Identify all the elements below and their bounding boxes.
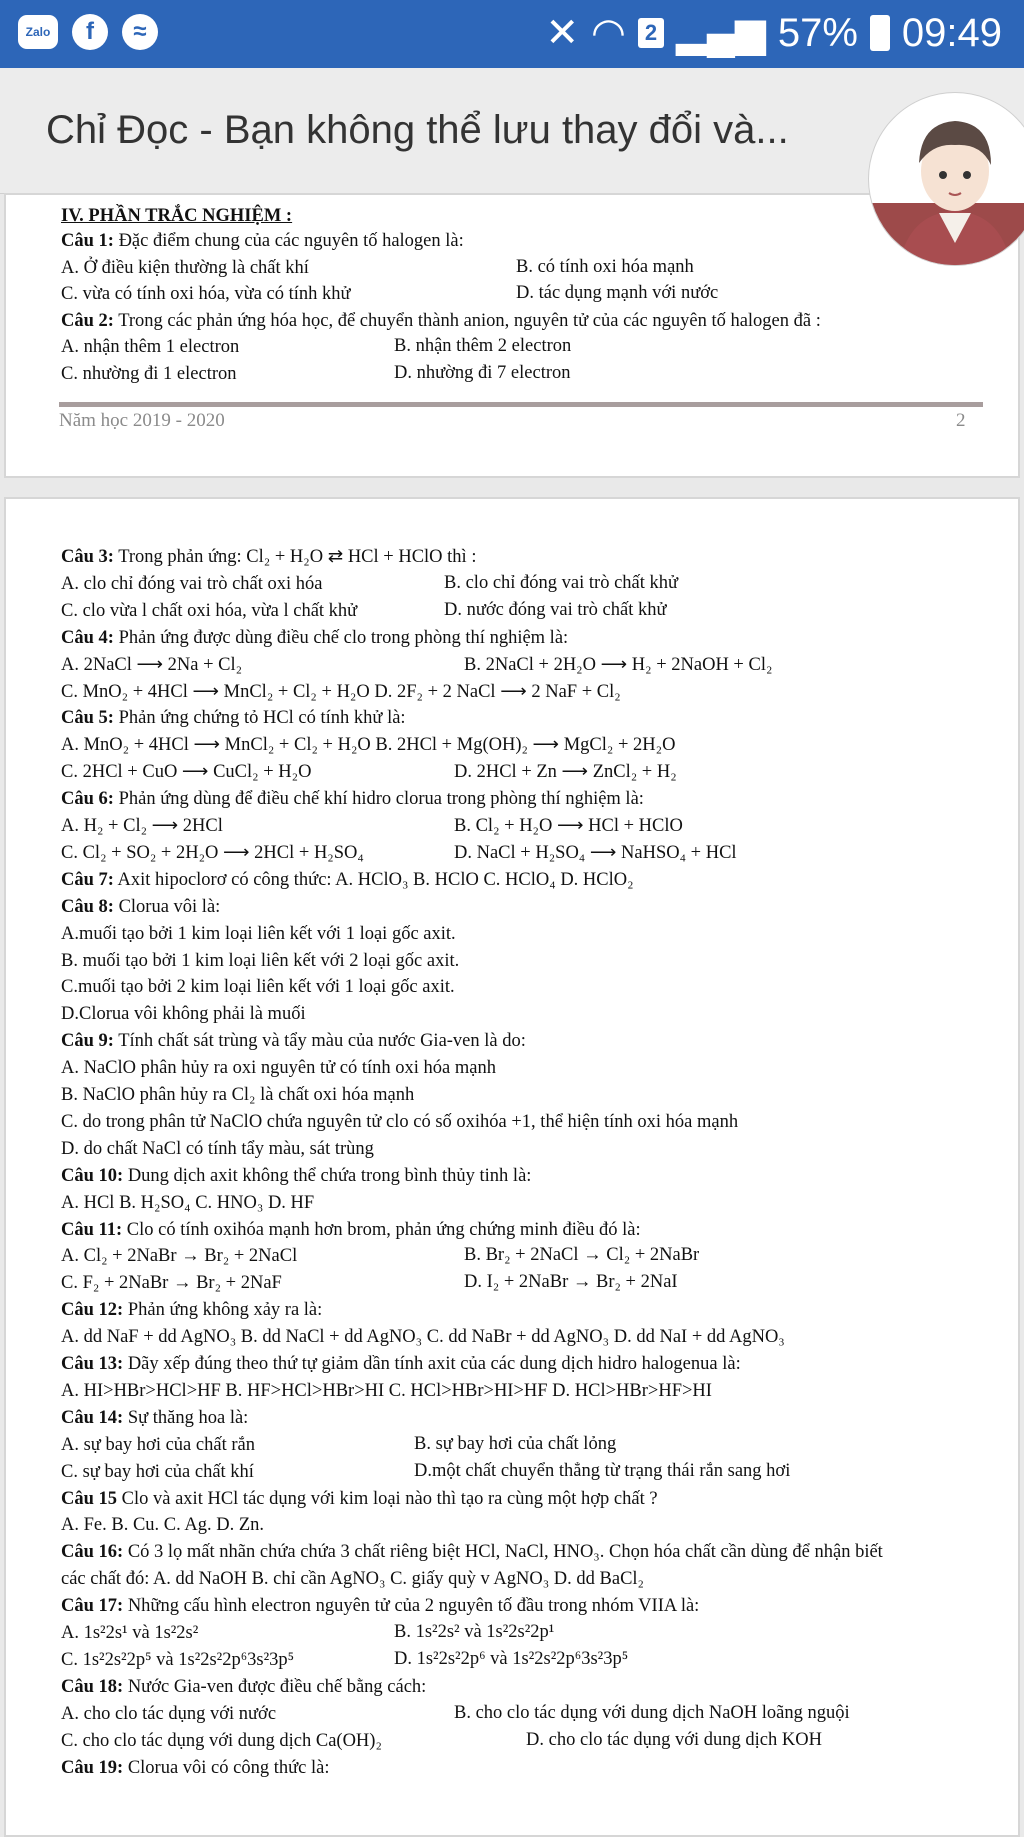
line-text: C. clo vừa l chất oxi hóa, vừa l chất khử (61, 600, 358, 621)
option-text: D. 2HCl + Zn ⟶ ZnCl₂ + H₂ (454, 762, 677, 783)
question-number: Câu 2: (61, 310, 114, 331)
text-line (61, 1353, 741, 1375)
question-number: Câu 5: (61, 708, 114, 729)
option-text: D. nhường đi 7 electron (394, 362, 571, 383)
line-text: Những cấu hình electron nguyên tử của 2 nguyên tố đầu trong nhóm VIIA là: (123, 1596, 700, 1617)
line-text: Dung dịch axit không thể chứa trong bình thủy tinh là: (123, 1165, 532, 1186)
text-line (61, 1434, 255, 1456)
line-text: C. sự bay hơi của chất khí (61, 1461, 254, 1482)
text-line (61, 950, 459, 972)
question-number: Câu 15 (61, 1488, 118, 1509)
line-text: các chất đó: A. dd NaOH B. chỉ cần AgNO₃ C. giấy quỳ v AgNO₃ D. dd BaCl₂ (61, 1569, 645, 1590)
text-line (61, 1622, 198, 1644)
zalo-icon: Zalo (18, 15, 58, 49)
text-line (61, 654, 242, 676)
option-text: B. có tính oxi hóa mạnh (516, 256, 694, 277)
document-page-2 (4, 497, 1020, 1837)
facebook-icon: f (72, 14, 108, 50)
text-line (61, 1299, 322, 1321)
option-text: B. sự bay hơi của chất lỏng (414, 1433, 617, 1454)
footer-year: Năm học 2019 - 2020 (59, 410, 225, 431)
text-line (61, 1730, 382, 1752)
text-line (61, 1649, 294, 1671)
question-number: Câu 9: (61, 1031, 114, 1052)
question-number: Câu 11: (61, 1219, 123, 1240)
text-line (61, 1326, 785, 1348)
text-line (61, 1219, 641, 1241)
option-text: B. 2NaCl + 2H₂O ⟶ H₂ + 2NaOH + Cl₂ (464, 654, 773, 675)
line-text: C. F₂ + 2NaBr → Br₂ + 2NaF (61, 1273, 282, 1294)
text-line (61, 310, 821, 332)
text-line (61, 869, 634, 891)
line-text: C.muối tạo bởi 2 kim loại liên kết với 1 loại gốc axit. (61, 977, 455, 998)
status-bar (0, 0, 1024, 68)
text-line (61, 1245, 297, 1267)
line-text: A. H₂ + Cl₂ ⟶ 2HCl (61, 816, 223, 836)
option-text: B. cho clo tác dụng với dung dịch NaOH loãng nguội (454, 1702, 850, 1723)
battery-icon (870, 15, 890, 51)
line-text: A. Fe. B. Cu. C. Ag. D. Zn. (61, 1515, 265, 1536)
question-number: Câu 1: (61, 231, 114, 251)
option-text: D. I₂ + 2NaBr → Br₂ + 2NaI (464, 1272, 678, 1293)
line-text: C. cho clo tác dụng với dung dịch Ca(OH)₂ (61, 1730, 382, 1751)
line-text: A. Ở điều kiện thường là chất khí (61, 257, 309, 278)
line-text: C. 1s²2s²2p⁵ và 1s²2s²2p⁶3s²3p⁵ (61, 1649, 295, 1670)
question-number: Câu 17: (61, 1596, 124, 1617)
signal-icon: ▂▄▆ (675, 11, 766, 55)
text-line (61, 1138, 374, 1160)
question-number: Câu 7: (61, 869, 114, 890)
text-line (61, 1703, 276, 1725)
line-text: A. 1s²2s¹ và 1s²2s² (61, 1623, 199, 1643)
line-text: A. sự bay hơi của chất rắn (61, 1434, 255, 1455)
text-line (61, 1030, 526, 1052)
option-text: D. cho clo tác dụng với dung dịch KOH (526, 1729, 822, 1750)
line-text: A. 2NaCl ⟶ 2Na + Cl₂ (61, 654, 243, 675)
battery-percent: 57% (777, 10, 858, 55)
line-text: Phản ứng chứng tỏ HCl có tính khử là: (113, 708, 406, 729)
line-text: Tính chất sát trùng và tẩy màu của nước Gia-ven là do: (113, 1031, 526, 1052)
option-text: D.một chất chuyển thẳng từ trạng thái rắn sang hơi (414, 1460, 791, 1481)
option-text: B. Cl₂ + H₂O ⟶ HCl + HClO (454, 816, 683, 836)
text-line (61, 1111, 738, 1133)
line-text: Dãy xếp đúng theo thứ tự giảm dần tính axit của các dung dịch hidro halogenua là: (123, 1354, 741, 1374)
text-line (61, 1407, 248, 1429)
line-text: A.muối tạo bởi 1 kim loại liên kết với 1 loại gốc axit. (61, 923, 456, 944)
line-text: Phản ứng dùng để điều chế khí hidro clorua trong phòng thí nghiệm là: (113, 789, 644, 810)
line-text: A. MnO₂ + 4HCl ⟶ MnCl₂ + Cl₂ + H₂O B. 2HCl + Mg(OH)₂ ⟶ MgCl₂ + 2H₂O (61, 735, 676, 756)
line-text: Clo có tính oxihóa mạnh hơn brom, phản ứng chứng minh điều đó là: (122, 1219, 641, 1240)
text-line (61, 257, 309, 279)
line-text: A. nhận thêm 1 electron (61, 337, 240, 357)
text-line (61, 761, 311, 783)
line-text: A. Cl₂ + 2NaBr → Br₂ + 2NaCl (61, 1246, 298, 1267)
text-line (61, 283, 351, 305)
line-text: A. cho clo tác dụng với nước (61, 1703, 277, 1724)
question-number: Câu 13: (61, 1354, 124, 1374)
question-number: Câu 6: (61, 789, 114, 810)
question-number: Câu 10: (61, 1165, 124, 1186)
line-text: C. 2HCl + CuO ⟶ CuCl₂ + H₂O (61, 762, 312, 783)
text-line (61, 707, 406, 729)
line-text: D. do chất NaCl có tính tẩy màu, sát trùng (61, 1138, 374, 1159)
line-text: Đặc điểm chung của các nguyên tố halogen là: (113, 231, 464, 251)
question-number: Câu 3: (61, 547, 114, 567)
text-line (61, 1676, 426, 1698)
question-number: Câu 8: (61, 896, 114, 917)
line-text: A. HCl B. H₂SO₄ C. HNO₃ D. HF (61, 1192, 315, 1213)
text-line (61, 1488, 658, 1510)
option-text: B. clo chỉ đóng vai trò chất khử (444, 572, 679, 593)
line-text: Có 3 lọ mất nhãn chứa chứa 3 chất riêng biệt HCl, NaCl, HNO₃. Chọn hóa chất cần dùng để nhận biết (123, 1542, 883, 1563)
line-text: Clo và axit HCl tác dụng với kim loại nào thì tạo ra cùng một hợp chất ? (117, 1488, 658, 1509)
question-number: Câu 4: (61, 627, 114, 648)
line-text: B. NaClO phân hủy ra Cl₂ là chất oxi hóa mạnh (61, 1085, 415, 1105)
text-line (61, 1192, 314, 1214)
line-text: Clorua vôi là: (113, 896, 221, 917)
messenger-icon: ≈ (122, 14, 158, 50)
text-line (61, 230, 464, 252)
text-line (61, 1165, 531, 1187)
option-text: B. nhận thêm 2 electron (394, 336, 572, 356)
wifi-icon: ◠ (591, 11, 626, 55)
line-text: Clorua vôi có công thức là: (123, 1757, 330, 1778)
option-text: B. Br₂ + 2NaCl → Cl₂ + 2NaBr (464, 1245, 700, 1266)
text-line (61, 788, 644, 810)
line-text: Trong các phản ứng hóa học, để chuyển thành anion, nguyên tử của các nguyên tố halogen đã : (113, 310, 821, 331)
option-text: D. tác dụng mạnh với nước (516, 283, 719, 303)
question-number: Câu 16: (61, 1542, 124, 1563)
line-text: A. HI>HBr>HCl>HF B. HF>HCl>HBr>HI C. HCl>HBr>HI>HF D. HCl>HBr>HF>HI (61, 1380, 712, 1401)
option-text: D. nước đóng vai trò chất khử (444, 599, 667, 620)
option-text: B. 1s²2s² và 1s²2s²2p¹ (394, 1622, 555, 1642)
line-text: C. MnO₂ + 4HCl ⟶ MnCl₂ + Cl₂ + H₂O D. 2F₂ + 2 NaCl ⟶ 2 NaF + Cl₂ (61, 681, 621, 702)
text-line (61, 336, 239, 358)
footer-rule (59, 402, 983, 407)
text-line (61, 627, 568, 649)
text-line (61, 976, 455, 998)
line-text: Axit hipoclorơ có công thức: A. HClO₃ B. HClO C. HClO₄ D. HClO₂ (113, 869, 634, 890)
line-text: A. clo chỉ đóng vai trò chất oxi hóa (61, 573, 323, 594)
text-line (61, 1272, 282, 1294)
text-line (61, 363, 237, 385)
sim-icon: 2 (638, 18, 664, 48)
line-text: A. NaClO phân hủy ra oxi nguyên tử có tính oxi hóa mạnh (61, 1058, 496, 1079)
line-text: B. muối tạo bởi 1 kim loại liên kết với 2 loại gốc axit. (61, 950, 460, 971)
question-number: Câu 14: (61, 1407, 124, 1428)
line-text: Nước Gia-ven được điều chế bằng cách: (123, 1676, 427, 1697)
document-page-1 (4, 193, 1020, 478)
line-text: D.Clorua vôi không phải là muối (61, 1004, 306, 1025)
line-text: C. do trong phân tử NaClO chứa nguyên tử clo có số oxihóa +1, thể hiện tính oxi hóa mạnh (61, 1111, 739, 1132)
text-line (61, 573, 323, 595)
footer-page-number: 2 (956, 410, 966, 431)
line-text: Trong phản ứng: Cl₂ + H₂O ⇄ HCl + HClO thì : (113, 547, 477, 567)
text-line (61, 1003, 306, 1025)
question-number: Câu 12: (61, 1300, 124, 1321)
line-text: Sự thăng hoa là: (123, 1407, 249, 1428)
text-line (61, 923, 456, 945)
line-text: C. Cl₂ + SO₂ + 2H₂O ⟶ 2HCl + H₂SO₄ (61, 842, 364, 863)
text-line (61, 1084, 414, 1106)
text-line (61, 842, 364, 864)
text-line (61, 1757, 329, 1779)
mute-icon: ✕ (545, 11, 580, 55)
option-text: D. NaCl + H₂SO₄ ⟶ NaHSO₄ + HCl (454, 842, 737, 863)
option-text: D. 1s²2s²2p⁶ và 1s²2s²2p⁶3s²3p⁵ (394, 1648, 629, 1669)
text-line (61, 734, 675, 756)
text-line (61, 1568, 644, 1590)
line-text: Phản ứng không xảy ra là: (123, 1300, 323, 1321)
page-title: Chỉ Đọc - Bạn không thể lưu thay đổi và... (46, 108, 789, 152)
line-text: Phản ứng được dùng điều chế clo trong phòng thí nghiệm là: (113, 627, 569, 648)
text-line (61, 1541, 883, 1563)
text-line (61, 681, 621, 703)
text-line (61, 1595, 699, 1617)
section-heading: IV. PHẦN TRẮC NGHIỆM : (61, 206, 293, 226)
text-line (61, 546, 476, 568)
text-line (61, 1380, 712, 1402)
text-line (61, 815, 223, 837)
line-text: A. dd NaF + dd AgNO₃ B. dd NaCl + dd AgNO₃ C. dd NaBr + dd AgNO₃ D. dd NaI + dd AgNO₃ (61, 1327, 785, 1348)
text-line (61, 600, 357, 622)
text-line (61, 896, 220, 918)
text-line (61, 1461, 254, 1483)
clock: 09:49 (901, 10, 1002, 55)
line-text: C. vừa có tính oxi hóa, vừa có tính khử (61, 284, 351, 304)
line-text: C. nhường đi 1 electron (61, 363, 237, 384)
text-line (61, 1057, 496, 1079)
text-line (61, 1514, 264, 1536)
question-number: Câu 19: (61, 1757, 124, 1778)
question-number: Câu 18: (61, 1676, 124, 1697)
